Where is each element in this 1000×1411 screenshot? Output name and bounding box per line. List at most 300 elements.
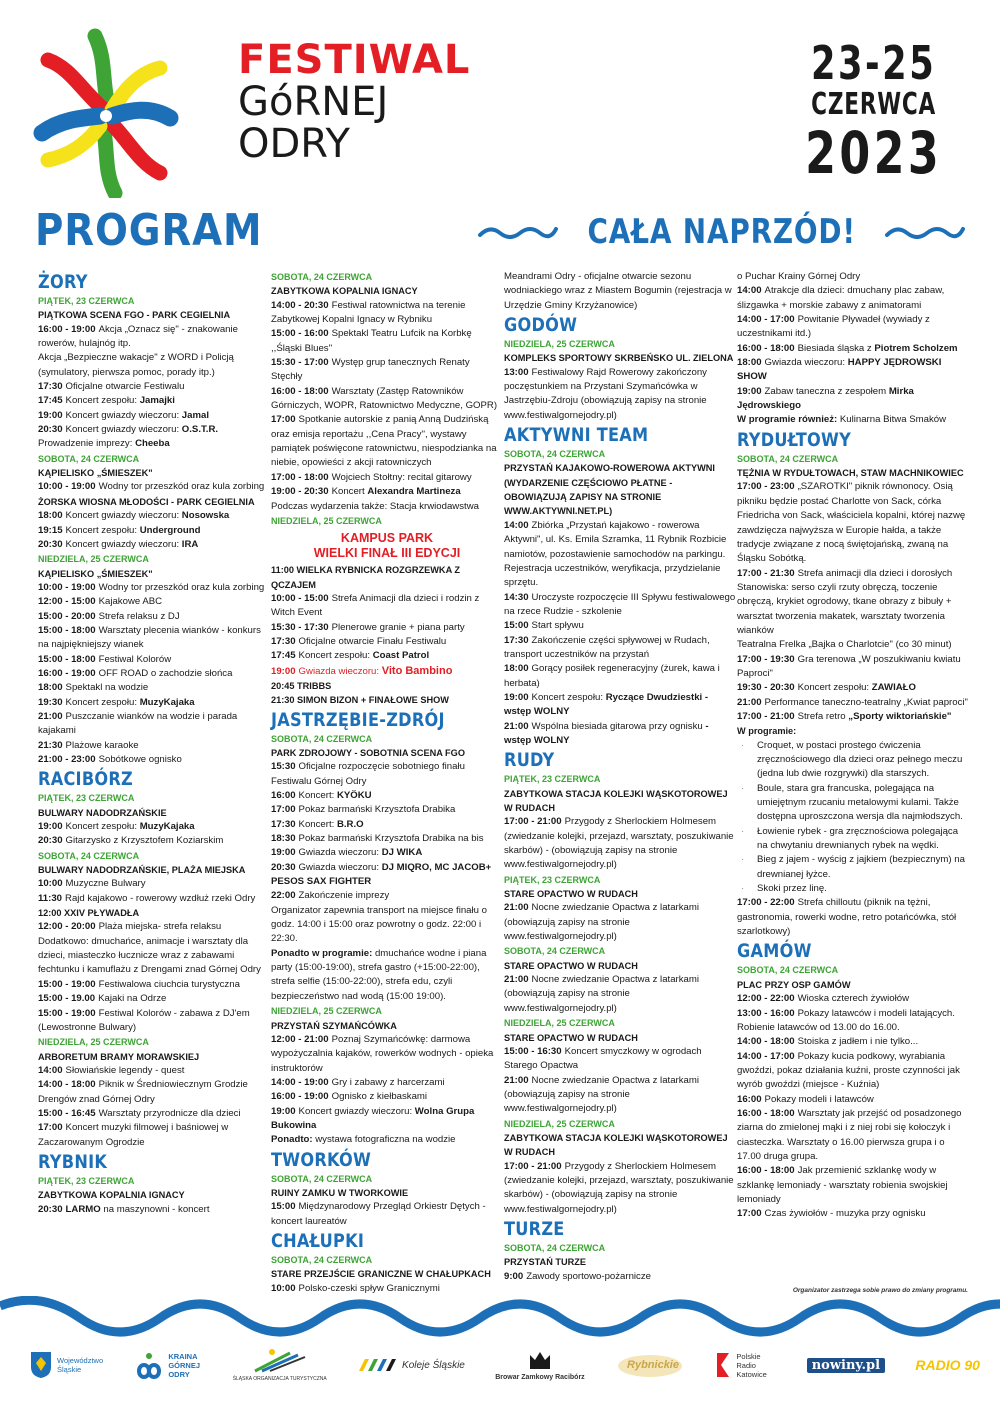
event-text: OFF ROAD o zachodzie słońca xyxy=(98,667,233,679)
event-text: „SZAROTKI" piknik równonocy. Osią pikniku będzie postać Charlotte von Sack, córka Friedricha von Sack, właściciela kopalni, której nazwę zawdzięcza najwyższa w Europie hałda, a także tradycje związane z nocą świętojańską, zwaną na Śląsku Sobótką. xyxy=(737,481,966,565)
event-item xyxy=(737,342,969,356)
event-time: 17:00 - 21:00 xyxy=(504,816,562,828)
event-text: Start spływu xyxy=(531,620,584,632)
city-heading: ŻORY xyxy=(38,271,88,293)
motto xyxy=(478,212,958,252)
event-time: 17:00 - 22:00 xyxy=(737,897,795,909)
brand-line-1: FESTIWAL xyxy=(238,37,471,83)
event-performer: Mirka Jędrowskiego xyxy=(737,385,914,412)
event-item xyxy=(38,423,270,437)
event-text: Powitanie Pływadeł (wywiady z uczestnikami itd.) xyxy=(737,314,930,340)
event-text: Rajd kajakowo - rowerowy wzdłuż rzeki Odry xyxy=(65,892,256,904)
event-text: Koncert zespołu: xyxy=(531,691,604,703)
event-text: Pokaz barmański Krzysztofa Drabika xyxy=(298,804,456,816)
day-heading: PIĄTEK, 23 CZERWCA xyxy=(504,774,601,785)
event-item xyxy=(504,815,736,872)
sponsor-kraina xyxy=(135,1351,202,1379)
event-item xyxy=(271,889,503,903)
event-text: Kajakowe ABC xyxy=(98,596,163,608)
event-text: Koncert zespołu: xyxy=(65,395,138,407)
event-time: 21:00 xyxy=(504,720,529,732)
event-item xyxy=(737,1050,969,1093)
sponsor-radio90 xyxy=(915,1356,980,1373)
city-heading: JASTRZĘBIE-ZDRÓJ xyxy=(271,708,445,731)
event-item xyxy=(737,710,969,724)
event-performer: Wolna Grupa Bukowina xyxy=(271,1105,475,1131)
event-performer: Nosowska xyxy=(181,510,230,522)
event-item xyxy=(271,1033,503,1076)
venue-heading: BULWARY NADODRZAŃSKIE xyxy=(38,807,167,818)
event-time: 18:30 xyxy=(271,833,296,845)
event-item xyxy=(271,818,503,832)
event-time: 21:00 xyxy=(38,710,63,722)
event-time: 20:30 xyxy=(38,835,63,847)
event-text: Strefa Animacji dla dzieci i rodzin z Witch Event xyxy=(271,592,480,619)
city-heading: RACIBÓRZ xyxy=(38,768,134,791)
day-heading: SOBOTA, 24 CZERWCA xyxy=(38,850,140,861)
event-text: Pokazy modeli i latawców xyxy=(764,1093,874,1105)
venue-heading: KĄPIELISKO „ŚMIESZEK" xyxy=(38,468,153,479)
event-time: 16:00 - 19:00 xyxy=(38,667,96,679)
venue-heading: ZABYTKOWA KOPALNIA IGNACY xyxy=(38,1190,185,1201)
event-text: Strefa animacji dla dzieci i dorosłych Stanowiska: serso czyli rzuty obręczą, toczenie obręczą, krykiet ogrodowy, tkane obrazy z bibuły + warsztat tworzenia makatek, warsztaty tworzenia wianków xyxy=(737,567,953,636)
festival-dates xyxy=(793,36,954,187)
event-item xyxy=(737,1035,969,1049)
program-column-2 xyxy=(271,270,503,1296)
event-text: Ognisko z kiełbaskami xyxy=(331,1091,428,1103)
sponsor-rybnickie xyxy=(615,1350,685,1380)
event-text: Akcja „Bezpieczne wakacje" z WORD i Policją (symulatory, pierwsza pomoc, porady itp.) xyxy=(38,352,234,378)
event-time: 11:30 xyxy=(38,892,63,904)
event-text: Koncert muzyki filmowej i baśniowej w Zaczarowanym Ogrodzie xyxy=(38,1122,229,1148)
city-heading: RUDY xyxy=(504,749,555,772)
venue-heading: STARE OPACTWO W RUDACH xyxy=(504,960,638,971)
event-item xyxy=(38,524,270,538)
event-text: Gry i zabawy z harcerzami xyxy=(331,1076,445,1088)
event-item xyxy=(38,681,270,695)
city-heading: TWORKÓW xyxy=(271,1148,372,1171)
event-performer: Underground xyxy=(139,524,201,536)
event-item xyxy=(504,1045,736,1074)
event-text: Strefa retro xyxy=(797,710,846,722)
day-heading: PIĄTEK, 23 CZERWCA xyxy=(38,1175,135,1186)
event-item xyxy=(271,500,503,514)
event-text: Gwiazda wieczoru: xyxy=(298,665,380,677)
event-item xyxy=(38,696,270,710)
event-item xyxy=(504,691,736,720)
event-item xyxy=(271,635,503,649)
day-heading: SOBOTA, 24 CZERWCA xyxy=(737,453,839,464)
event-item xyxy=(271,861,503,890)
sponsor-label: Województwo Śląskie xyxy=(57,1356,104,1374)
event-text: Pokaz barmański Krzysztofa Drabika na bis xyxy=(298,833,484,845)
event-time: 15:00 - 20:00 xyxy=(38,610,96,622)
event-text: Przygody z Sherlockiem Holmesem (zwiedzanie kolejki, przejazd, warsztaty, poszukiwanie skarbów) - (obowiązują zapisy na stronie www.festiwalgornejodry.pl) xyxy=(504,816,734,871)
event-item xyxy=(271,1105,503,1134)
event-text: Koncert xyxy=(331,486,365,498)
event-text: Pokazy kucia podkowy, wyrabiania gwoździ, pokaz działania kuźni, proste czynności jak wyrób gwoździ (miejsce - Kuźnia) xyxy=(737,1050,960,1091)
venue-heading: TĘŻNIA W RYDUŁTOWACH, STAW MACHNIKOWIEC xyxy=(737,468,964,479)
event-time: 18:00 xyxy=(737,357,762,369)
event-time: 17:45 xyxy=(271,650,296,662)
event-text: Wodny tor przeszkód oraz kula zorbing xyxy=(98,481,265,493)
day-heading: NIEDZIELA, 25 CZERWCA xyxy=(271,515,382,526)
event-item xyxy=(504,1074,736,1117)
event-time: 21:30 xyxy=(38,739,63,751)
event-text: Prowadzenie imprezy: xyxy=(38,438,133,450)
day-heading: SOBOTA, 24 CZERWCA xyxy=(271,272,373,282)
event-item xyxy=(737,992,969,1006)
event-text: Warsztaty (Zastęp Ratowników Górniczych, WOPR, Ratownictwo Medyczne, GOPR) xyxy=(271,385,498,412)
event-item xyxy=(38,1078,270,1107)
event-item xyxy=(271,1133,503,1147)
event-item xyxy=(271,356,503,385)
event-item xyxy=(271,947,503,1004)
event-time: 17:30 xyxy=(271,818,296,830)
event-time: 19:00 xyxy=(271,665,296,677)
event-text: Słowiańskie legendy - quest xyxy=(65,1064,185,1076)
event-time: 20:30 xyxy=(38,1203,63,1215)
event-performer: Piotrem Scholzem xyxy=(874,342,958,354)
event-item xyxy=(271,385,503,414)
event-text: Warsztaty jak przejść od posadzonego ziarna do zmielonej mąki i z niej robi się kołoczyk i ciasteczka. Warsztaty o 16.00 pierwsza grupa i o 17.00 druga grupa. xyxy=(737,1107,962,1162)
event-time: 19:00 xyxy=(271,1105,296,1117)
brand-line-2: GóRNEJ xyxy=(238,79,389,125)
city-heading: GAMÓW xyxy=(737,940,812,963)
event-time: 17:00 - 21:00 xyxy=(504,1160,562,1172)
event-item xyxy=(38,351,270,380)
event-item xyxy=(271,664,503,679)
event-text: Festiwal ratownictwa na terenie Zabytkowej Kopalni Ignacy w Rybniku xyxy=(271,299,466,326)
event-item xyxy=(271,649,503,663)
event-performer: Cheeba xyxy=(135,438,170,450)
event-time: 18:00 xyxy=(504,663,529,675)
event-text: Nocne zwiedzanie Opactwa z latarkami (obowiązują zapisy na stronie www.festiwalgornejodry.pl) xyxy=(504,1074,699,1115)
event-time: 19:00 xyxy=(38,821,63,833)
day-heading: PIĄTEK, 23 CZERWCA xyxy=(38,793,135,804)
event-item xyxy=(271,592,503,621)
city-heading: GODÓW xyxy=(504,314,578,337)
event-time: 16:00 - 18:00 xyxy=(737,342,795,354)
day-heading: SOBOTA, 24 CZERWCA xyxy=(271,1173,373,1184)
event-time: 16:00 - 18:00 xyxy=(737,1165,795,1177)
event-text: Gitarzysko z Krzysztofem Koziarskim xyxy=(65,835,224,847)
event-time: 10:00 xyxy=(271,1282,296,1294)
event-time: 12:00 - 20:00 xyxy=(38,921,96,933)
event-item xyxy=(271,1282,503,1296)
event-item xyxy=(737,284,969,313)
event-performer: Ryczące Dwudziestki - wstęp WOLNY xyxy=(504,691,709,718)
event-item xyxy=(38,820,270,834)
event-item xyxy=(737,638,969,652)
footer-note: Organizator zastrzega sobie prawo do zmiany programu. xyxy=(792,1287,968,1294)
event-time: 17:00 xyxy=(271,804,296,816)
venue-heading: STARE OPACTWO W RUDACH xyxy=(504,889,638,900)
day-heading: NIEDZIELA, 25 CZERWCA xyxy=(38,554,149,565)
event-item xyxy=(271,485,503,499)
event-text: Koncert gwiazdy wieczoru: xyxy=(65,510,180,522)
event-text: Stoiska z jadłem i nie tylko... xyxy=(797,1036,919,1048)
brand-line-3: ODRY xyxy=(238,121,350,167)
event-time: 14:00 - 17:00 xyxy=(737,314,795,326)
event-item xyxy=(737,1164,969,1207)
event-performer: Alexandra Martineza xyxy=(367,486,461,498)
venue-heading: RUINY ZAMKU W TWORKOWIE xyxy=(271,1187,409,1198)
event-text: Sobótkowe ognisko xyxy=(98,754,182,765)
nowiny-logo-icon xyxy=(807,1358,885,1373)
day-heading: PIĄTEK, 23 CZERWCA xyxy=(504,874,601,885)
event-text: Spektakl Teatru Lufcik na Korbkę ,,Śląski Blues'' xyxy=(271,328,472,354)
sponsor-logos xyxy=(30,1340,980,1390)
event-text: Teatralna Frelka „Bajka o Charlotcie" (co 30 minut) xyxy=(737,639,952,651)
event-item xyxy=(271,1090,503,1104)
event-time: 9:00 xyxy=(504,1270,524,1282)
day-heading: SOBOTA, 24 CZERWCA xyxy=(737,965,839,976)
event-text: dmuchańce wodne i piana party (15:00-19:00), strefa gastro (+15:00-22:00), strefa selfie (15:00-22:00), strefa edu, czyli bezpieczeństwo nad wodą (15:00 19:00). xyxy=(271,947,487,1002)
event-performer: B.R.O xyxy=(336,818,364,830)
event-time: 13:00 - 16:00 xyxy=(737,1007,795,1019)
event-item xyxy=(38,1107,270,1121)
day-heading: SOBOTA, 24 CZERWCA xyxy=(504,1242,606,1253)
event-time: 15:00 - 16:45 xyxy=(38,1107,96,1119)
event-time: 17:45 xyxy=(38,395,63,407)
event-text: Wspólna biesiada gitarowa przy ognisku xyxy=(531,720,703,732)
venue-heading: ARBORETUM BRAMY MORAWSKIEJ xyxy=(38,1051,200,1062)
venue-heading: 21:30 SIMON BIZON + FINAŁOWE SHOW xyxy=(271,695,449,706)
event-text: Atrakcje dla dzieci: dmuchany plac zabaw, ślizgawka + morskie zabawy z animatorami xyxy=(737,285,945,311)
sponsor-label: Koleje Śląskie xyxy=(402,1359,465,1371)
event-time: 17:00 xyxy=(38,1122,63,1134)
event-text: Biesiada śląska z xyxy=(797,342,872,354)
event-text: Festiwal Kolorów xyxy=(98,653,172,665)
event-item xyxy=(504,1270,736,1284)
event-text: Gwiazda wieczoru: xyxy=(764,357,846,369)
event-time: 18:00 xyxy=(38,682,63,694)
date-year: 2023 xyxy=(804,119,942,187)
event-item xyxy=(38,509,270,523)
event-text: Meandrami Odry - oficjalne otwarcie sezonu wodniackiego wraz z Miastem Bogumin (rejestracja w Urzędzie Gminy Krzyżanowice) xyxy=(504,271,732,311)
event-text: Oficjalne otwarcie Festiwalu xyxy=(65,381,185,393)
event-text: Koncert gwiazdy wieczoru: xyxy=(298,1105,413,1117)
event-item xyxy=(737,270,969,284)
event-item xyxy=(38,595,270,609)
venue-heading: 11:00 WIELKA RYBNICKA ROZGRZEWKA Z QCZAJEM xyxy=(271,565,461,590)
venue-heading: ŻORSKA WIOSNA MŁODOŚCI - PARK CEGIELNIA xyxy=(38,496,255,507)
event-item xyxy=(38,877,270,891)
event-time: 17:00 - 19:30 xyxy=(737,653,795,665)
event-time: 10:00 - 15:00 xyxy=(271,592,329,604)
event-text: Strefa chilloutu (piknik na tężni, gastronomia, rowerki wodne, retro potańcówka, stół szarlotkowy) xyxy=(737,897,957,938)
day-heading: NIEDZIELA, 25 CZERWCA xyxy=(271,1006,382,1017)
radio90-logo-icon xyxy=(915,1356,980,1373)
event-performer: Vito Bambino xyxy=(381,664,453,677)
event-item xyxy=(271,299,503,328)
event-text: Piknik w Średniowiecznym Grodzie Drengów znad Górnej Odry xyxy=(38,1079,248,1105)
event-text: Zbiórka „Przystań kajakowo - rowerowa Aktywni", ul. Ks. Emila Szramka, 11 Rybnik Rozbicie namiotów, pozostawienie samochodów na parkingu. Rejestracja uczestników, weryfikacja, przydzielanie sprzętu. xyxy=(504,519,727,589)
program-column-3 xyxy=(504,270,736,1284)
event-text: Występ grup tanecznych Renaty Stęchły xyxy=(271,357,470,383)
event-text: Jak przemienić szklankę wody w szklankę lemoniady - warsztaty robienia swojskiej lemoniady xyxy=(737,1165,948,1205)
event-item xyxy=(737,385,969,414)
date-range: 23-25 xyxy=(810,36,937,90)
event-time: 19:15 xyxy=(38,524,63,536)
event-time: 21:00 xyxy=(504,974,529,986)
event-item xyxy=(38,834,270,848)
event-item xyxy=(737,696,969,710)
sponsor-polskie-radio xyxy=(715,1351,776,1379)
event-time: 19:00 - 20:30 xyxy=(271,486,329,498)
event-time: 21:00 - 23:00 xyxy=(38,754,96,765)
sponsor-nowiny xyxy=(807,1358,885,1373)
event-item xyxy=(271,1200,503,1229)
kampus-line-2: WIELKI FINAŁ III EDYCJI xyxy=(313,546,461,561)
wave-right-icon xyxy=(885,225,965,239)
event-time: 12:00 - 15:00 xyxy=(38,596,96,608)
program-bullet: · Bieg z jajem - wyścig z jajkiem (bezpiecznym) na drewnianej łyżce. xyxy=(737,853,969,882)
event-item xyxy=(504,634,736,663)
event-time: 17:30 xyxy=(504,634,529,646)
event-text: Oficjalne rozpoczęcie sobotniego finału Festiwalu Górnej Odry xyxy=(271,761,465,787)
festival-brand xyxy=(238,37,471,167)
event-text: Zawody sportowo-pożarnicze xyxy=(526,1270,651,1282)
sponsor-label: Rybnickie xyxy=(627,1358,679,1371)
program-column-4 xyxy=(737,270,969,1222)
kraina-logo-icon xyxy=(135,1351,163,1379)
event-item xyxy=(38,1121,270,1150)
event-time: 17:00 xyxy=(271,414,296,426)
event-text: Poznaj Szymańcówkę: darmowa wypożyczalnia kajaków, rowerków wodnych - opieka instruktorów xyxy=(271,1033,494,1074)
event-time: 22:00 xyxy=(271,890,296,902)
event-item xyxy=(38,409,270,423)
event-time: 15:00 - 19:00 xyxy=(38,1007,96,1019)
sponsor-label: Browar Zamkowy Racibórz xyxy=(495,1373,585,1381)
event-item xyxy=(38,653,270,667)
sponsor-sot xyxy=(233,1347,327,1384)
venue-heading: KOMPLEKS SPORTOWY SKRBEŃSKO UL. ZIELONA xyxy=(504,353,734,364)
venue-heading: ZABYTKOWA STACJA KOLEJKI WĄSKOTOROWEJ W RUDACH xyxy=(504,788,728,813)
event-performer: ZAWIAŁO xyxy=(871,682,916,694)
event-item xyxy=(38,323,270,352)
event-text: Festiwal Kolorów - zabawa z DJ'em (Lewostronne Bulwary) xyxy=(38,1007,250,1033)
event-time: 14:00 - 19:00 xyxy=(271,1076,329,1088)
program-bullet: · Boule, stara gra francuska, polegająca na umiejętnym rzucaniu metalowymi kulami. Także dostępna uproszczona wersja dla najmłodszych. xyxy=(737,782,969,825)
event-time: 18:00 xyxy=(38,510,63,522)
event-text: Muzyczne Bulwary xyxy=(65,878,146,890)
event-text: wystawa fotograficzna na wodzie xyxy=(315,1134,456,1146)
venue-heading: 20:45 TRIBBS xyxy=(271,680,332,691)
event-item xyxy=(504,619,736,633)
event-text: Międzynarodowy Przegląd Orkiestr Dętych - koncert laureatów xyxy=(271,1201,486,1227)
event-item xyxy=(504,662,736,691)
event-item xyxy=(504,1160,736,1217)
event-item xyxy=(271,832,503,846)
event-text-after: na maszynowni - koncert xyxy=(103,1203,210,1215)
event-item xyxy=(38,992,270,1006)
event-item xyxy=(38,394,270,408)
event-text: Koncert zespołu: xyxy=(65,696,138,708)
event-text: Koncert gwiazdy wieczoru: xyxy=(65,409,180,421)
event-time: 20:30 xyxy=(38,538,63,550)
event-time: 19:30 xyxy=(38,696,63,708)
event-text: Czas żywiołów - muzyka przy ognisku xyxy=(764,1208,926,1220)
event-text: Wodny tor przeszkód oraz kula zorbing xyxy=(98,581,265,593)
event-text: Uroczyste rozpoczęcie III Spływu festiwalowego na rzece Rudzie - szkolenie xyxy=(504,591,736,617)
event-item xyxy=(504,519,736,591)
event-text: Spektakl na wodzie xyxy=(65,682,149,694)
city-heading: TURZE xyxy=(504,1217,565,1240)
event-text: Zabaw taneczna z zespołem xyxy=(764,385,887,397)
event-item xyxy=(271,789,503,803)
event-time: 10:00 - 19:00 xyxy=(38,481,96,493)
event-item xyxy=(38,437,270,451)
venue-heading: KĄPIELISKO „ŚMIESZEK" xyxy=(38,568,153,579)
event-time: 12:00 - 21:00 xyxy=(271,1033,329,1045)
sponsor-label: nowiny.pl xyxy=(811,1357,881,1373)
crown-icon xyxy=(528,1349,552,1371)
event-text: Organizator zapewnia transport na miejsce finału o godz. 14:00 i 15:00 oraz powrotny o godz. 22:00 i 22:30. xyxy=(271,904,487,945)
radio-katowice-icon xyxy=(715,1351,731,1379)
event-text: Oficjalne otwarcie Finału Festiwalu xyxy=(298,635,447,647)
event-time: 14:00 - 20:30 xyxy=(271,299,329,311)
event-performer: KYÖKU xyxy=(336,790,372,801)
event-time: 17:00 - 21:30 xyxy=(737,567,795,579)
event-text: o Puchar Krainy Górnej Odry xyxy=(737,271,861,282)
event-time: 15:30 xyxy=(271,761,296,773)
venue-heading: 12:00 XXIV PŁYWADŁA xyxy=(38,908,140,919)
day-heading: NIEDZIELA, 25 CZERWCA xyxy=(504,1018,615,1029)
event-text: Zakończenie części spływowej w Rudach, transport uczestników na przystań xyxy=(504,634,710,660)
event-text: Koncert zespołu: xyxy=(65,821,138,833)
event-text: Nocne zwiedzanie Opactwa z latarkami (obowiązują zapisy na stronie www.festiwalgornejodry.pl) xyxy=(504,902,699,943)
event-performer: HAPPY JĘDROWSKI SHOW xyxy=(737,357,942,383)
event-item xyxy=(737,1093,969,1107)
event-time: 15:30 - 17:30 xyxy=(271,621,329,633)
day-heading: SOBOTA, 24 CZERWCA xyxy=(504,946,606,957)
venue-heading: PLAC PRZY OSP GAMÓW xyxy=(737,979,851,990)
event-item xyxy=(38,753,270,767)
event-text: Warsztaty plecenia wianków - konkurs na najpiękniejszy wianek xyxy=(38,624,261,651)
city-heading: RYDUŁTOWY xyxy=(737,428,852,451)
sponsor-label: Polskie Radio Katowice xyxy=(736,1351,767,1379)
event-item xyxy=(38,380,270,394)
event-text: Plenerowe granie + piana party xyxy=(331,621,465,633)
event-time: 21:00 xyxy=(504,1074,529,1086)
event-item xyxy=(737,1207,969,1221)
event-text: Podczas wydarzenia także: Stacja krwiodawstwa xyxy=(271,500,479,512)
event-item xyxy=(737,356,969,385)
event-text: Koncert smyczkowy w ogrodach Starego Opactwa xyxy=(504,1045,702,1072)
event-text: LARMO xyxy=(65,1203,101,1215)
city-heading: CHAŁUPKI xyxy=(271,1229,365,1252)
event-item xyxy=(737,681,969,695)
event-item xyxy=(38,892,270,906)
event-time: 17:00 - 21:00 xyxy=(737,710,795,722)
event-text: Kajaki na Odrze xyxy=(98,993,167,1005)
event-text: Pokazy latawców i modeli latających. Robienie latawców od 13.00 do 16.00. xyxy=(737,1007,955,1033)
event-text: Gwiazda wieczoru: xyxy=(298,861,380,873)
event-text: Puszczanie wianków na wodzie i parada kajakami xyxy=(38,710,238,737)
event-text: Wioska czterech żywiołów xyxy=(797,993,910,1005)
event-text: Spotkanie autorskie z panią Anną Dudzińską oraz emisja reportażu ,,Cena Pracy'', wystawy pamiątek poświęcone ratownictwu, niespodzianka na niebie, opowieści z akcji ratowniczych xyxy=(271,414,497,469)
event-time: 15:30 - 17:00 xyxy=(271,357,329,369)
event-time: 14:00 xyxy=(737,285,762,297)
sponsor-koleje xyxy=(357,1358,465,1372)
event-item xyxy=(38,935,270,978)
event-text: Gorący posiłek regeneracyjny (żurek, kawa i herbata) xyxy=(504,663,720,689)
event-item xyxy=(38,1064,270,1078)
event-item xyxy=(271,904,503,947)
event-text: Wojciech Stołtny: recital gitarowy xyxy=(331,471,472,483)
